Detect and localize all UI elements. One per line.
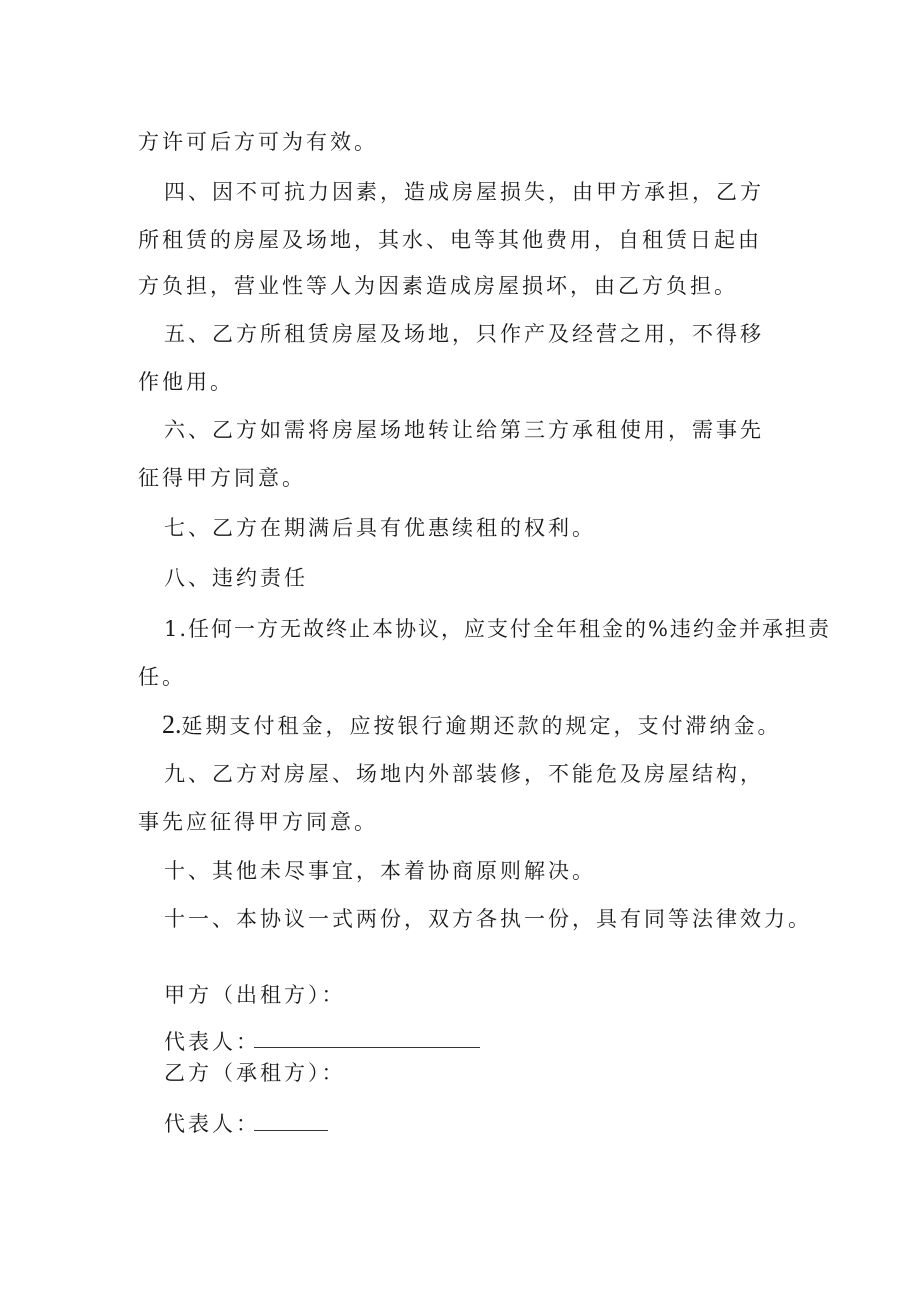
item-number: 2. <box>162 710 182 739</box>
body-line: 方负担，营业性等人为因素造成房屋损坏，由乙方负担。 <box>138 274 738 298</box>
body-line: 方许可后方可为有效。 <box>138 130 378 154</box>
party-a-signature-blank <box>254 1047 480 1048</box>
clause-8-item-1: 1.任何一方无故终止本协议，应支付全年租金的%违约金并承担责 <box>164 617 831 641</box>
clause-8-item-2 <box>162 710 782 739</box>
body-line: 任。 <box>138 665 186 689</box>
clause-10: 十、其他未尽事宜，本着协商原则解决。 <box>164 859 596 883</box>
party-b-rep-label: 代表人： <box>164 1112 260 1136</box>
party-b-signature-blank <box>254 1130 328 1131</box>
clause-6: 六、乙方如需将房屋场地转让给第三方承租使用，需事先 <box>164 418 764 442</box>
clause-4: 四、因不可抗力因素，造成房屋损失，由甲方承担，乙方 <box>164 180 764 204</box>
body-line: 事先应征得甲方同意。 <box>138 810 378 834</box>
body-line: 作他用。 <box>138 370 234 394</box>
item-text: 延期支付租金，应按银行逾期还款的规定，支付滞纳金。 <box>181 714 782 738</box>
body-line: 征得甲方同意。 <box>138 466 306 490</box>
party-a-rep-label: 代表人： <box>164 1030 260 1054</box>
clause-5: 五、乙方所租赁房屋及场地，只作产及经营之用，不得移 <box>164 322 764 346</box>
clause-8-heading: 八、违约责任 <box>164 566 308 590</box>
party-b-label: 乙方（承租方）： <box>164 1061 346 1085</box>
clause-9: 九、乙方对房屋、场地内外部装修，不能危及房屋结构， <box>164 762 764 786</box>
party-a-label: 甲方（出租方）： <box>164 983 346 1007</box>
body-line: 所租赁的房屋及场地，其水、电等其他费用，自租赁日起由 <box>138 228 762 252</box>
clause-7: 七、乙方在期满后具有优惠续租的权利。 <box>164 516 596 540</box>
clause-11: 十一、本协议一式两份，双方各执一份，具有同等法律效力。 <box>164 907 812 931</box>
